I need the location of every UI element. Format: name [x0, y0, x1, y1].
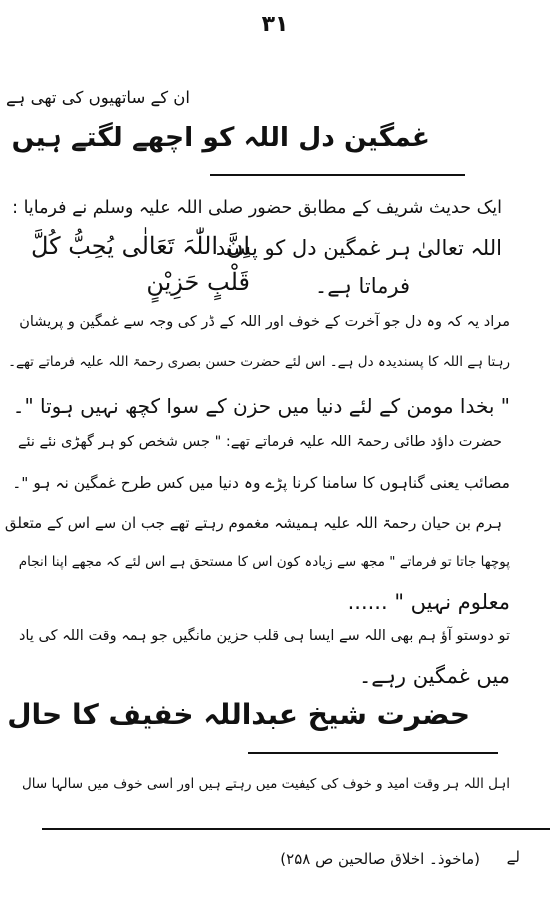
- translation-line-1: اللہ تعالیٰ ہر غمگین دل کو پسند: [215, 236, 502, 260]
- text-line-6: ہرم بن حیان رحمۃ اللہ علیہ ہمیشہ مغموم رہتے تھے جب ان سے اس کے متعلق: [4, 514, 502, 532]
- translation-line-2: فرماتا ہے۔: [314, 274, 410, 298]
- arabic-hadith-1: اِنَّ اللّٰہَ تَعَالٰی یُحِبُّ کُلَّ: [30, 232, 250, 260]
- text-line-5: مصائب یعنی گناہوں کا سامنا کرنا پڑے وہ دنیا میں کس طرح غمگین نہ ہو "۔: [12, 474, 510, 492]
- text-line-4: حضرت داؤد طائی رحمۃ اللہ علیہ فرماتے تھے: " جس شخص کو ہر گھڑی نئے نئے: [17, 434, 502, 450]
- heading-sad-hearts: غمگین دل اللہ کو اچھے لگتے ہیں: [11, 122, 430, 153]
- heading-underline-2: [248, 752, 498, 754]
- footnote-source: (ماخوذ۔ اخلاق صالحین ص ۲۵۸): [280, 850, 480, 868]
- arabic-hadith-2: قَلْبٍ حَزِیْنٍ: [146, 268, 250, 296]
- page-number: ۳۱: [261, 12, 289, 37]
- text-line-2: مراد یہ کہ وہ دل جو آخرت کے خوف اور اللہ کے ڈر کی وجہ سے غمگین و پریشان: [19, 314, 510, 330]
- text-line-1: ایک حدیث شریف کے مطابق حضور صلی اللہ علیہ وسلم نے فرمایا :: [12, 198, 502, 218]
- text-line-10: میں غمگین رہے۔: [358, 664, 510, 688]
- text-line-9: تو دوستو آؤ ہم بھی اللہ سے ایسا ہی قلب حزین مانگیں جو ہمہ وقت اللہ کی یاد: [18, 628, 510, 644]
- footnote-rule: [42, 828, 550, 830]
- text-line-8: معلوم نہیں " ......: [347, 590, 510, 614]
- heading-underline: [210, 174, 465, 176]
- text-line-7: پوچھا جاتا تو فرماتے " مجھ سے زیادہ کون اس کا مستحق ہے اس لئے کہ مجھے اپنا انجام: [18, 554, 510, 570]
- text-line-3: رہتا ہے اللہ کا پسندیدہ دل ہے۔ اس لئے حضرت حسن بصری رحمۃ اللہ علیہ فرماتے تھے۔: [8, 354, 510, 370]
- heading-shaikh-abdullah-khafif: حضرت شیخ عبداللہ خفیف کا حال: [7, 698, 470, 731]
- closing-line: اہل اللہ ہر وقت امید و خوف کی کیفیت میں رہتے ہیں اور اسی خوف میں سالہا سال: [21, 776, 510, 792]
- footnote-marker: لے: [506, 848, 520, 866]
- intro-line: ان کے ساتھیوں کی تھی ہے: [5, 88, 190, 107]
- quote-hasan-basri: " بخدا مومن کے لئے دنیا میں حزن کے سوا کچھ نہیں ہوتا "۔: [12, 394, 510, 418]
